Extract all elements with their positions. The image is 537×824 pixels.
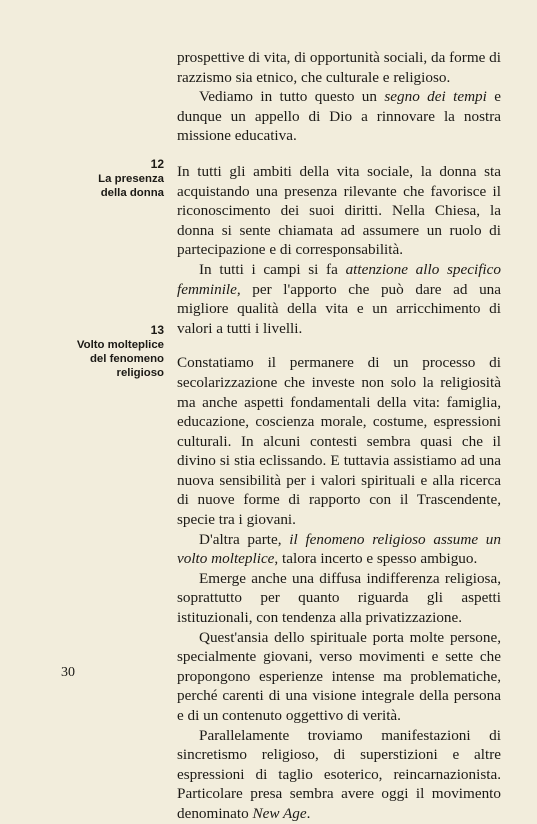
paragraph xyxy=(177,726,501,824)
section-label-line: Volto molteplice xyxy=(76,339,164,351)
paragraph: prospettive di vita, di opportunità sociali, da forme di razzismo sia etnico, che culturale e religioso. xyxy=(177,49,501,86)
paragraph xyxy=(177,87,501,146)
section-number: 12 xyxy=(150,157,164,171)
margin-note-12 xyxy=(58,157,164,200)
page-number: 30 xyxy=(61,665,75,680)
paragraph xyxy=(177,260,501,338)
paragraph: In tutti gli ambiti della vita sociale, la donna sta acquistando una presenza rilevante che favorisce il riconoscimento dei suoi diritti. Nella Chiesa, la donna si sente chiamata ad assumere un ruolo di partecipazione e di corresponsabilità. xyxy=(177,162,501,259)
text-run: Vediamo in tutto questo un xyxy=(199,88,385,106)
body-text-column xyxy=(177,48,501,824)
section-number: 13 xyxy=(150,323,164,337)
margin-note-13 xyxy=(58,323,164,380)
text-run: D'altra parte, xyxy=(199,530,290,548)
emphasis: New Age xyxy=(252,804,307,822)
section-label-line: del fenomeno xyxy=(89,353,164,365)
paragraph xyxy=(177,530,501,569)
emphasis: attenzione allo specifico femminile xyxy=(177,260,501,298)
text-run: , per l'apporto che può dare ad una migliore qualità della vita e un arricchimento di valori a tutti i livelli. xyxy=(177,280,501,337)
paragraph: Constatiamo il permanere di un processo di secolarizzazione che investe non solo la religiosità ma anche aspetti fondamentali della vita: famiglia, educazione, coscienza morale, costume, espressioni culturali. In alcuni contesti sembra quasi che il divino si stia eclissando. E tuttavia assistiamo ad una nuova sensibilità per i valori spirituali e alla ricerca di nuove forme di rapporto con il Trascendente, specie tra i giovani. xyxy=(177,354,501,529)
section-label-line: La presenza xyxy=(98,173,164,185)
section-label-line: della donna xyxy=(100,187,164,199)
paragraph: Quest'ansia dello spirituale porta molte persone, specialmente giovani, verso movimenti e sette che propongono esperienze intense ma problematiche, perché carenti di una visione integrale della persona e di un contenuto oggettivo di verità. xyxy=(177,628,501,724)
section-label-line: religioso xyxy=(116,367,164,379)
text-run: Parallelamente troviamo manifestazioni di sincretismo religioso, di superstizioni e altre espressioni di taglio esoterico, reincarnazionista. Particolare presa sembra avere oggi il movimento denominato xyxy=(177,726,501,822)
text-run: e dunque un appello di Dio a rinnovare la nostra missione educativa. xyxy=(177,88,501,145)
emphasis: segno dei tempi xyxy=(384,88,487,106)
text-run: , talora incerto e spesso ambiguo. xyxy=(274,550,478,568)
emphasis: il fenomeno religioso assume un volto molteplice xyxy=(177,530,501,568)
text-run: . xyxy=(306,804,311,822)
text-run: In tutti i campi si fa xyxy=(199,260,346,278)
paragraph: Emerge anche una diffusa indifferenza religiosa, soprattutto per quanto riguarda gli aspetti istituzionali, con tendenza alla privatizzazione. xyxy=(177,569,501,627)
